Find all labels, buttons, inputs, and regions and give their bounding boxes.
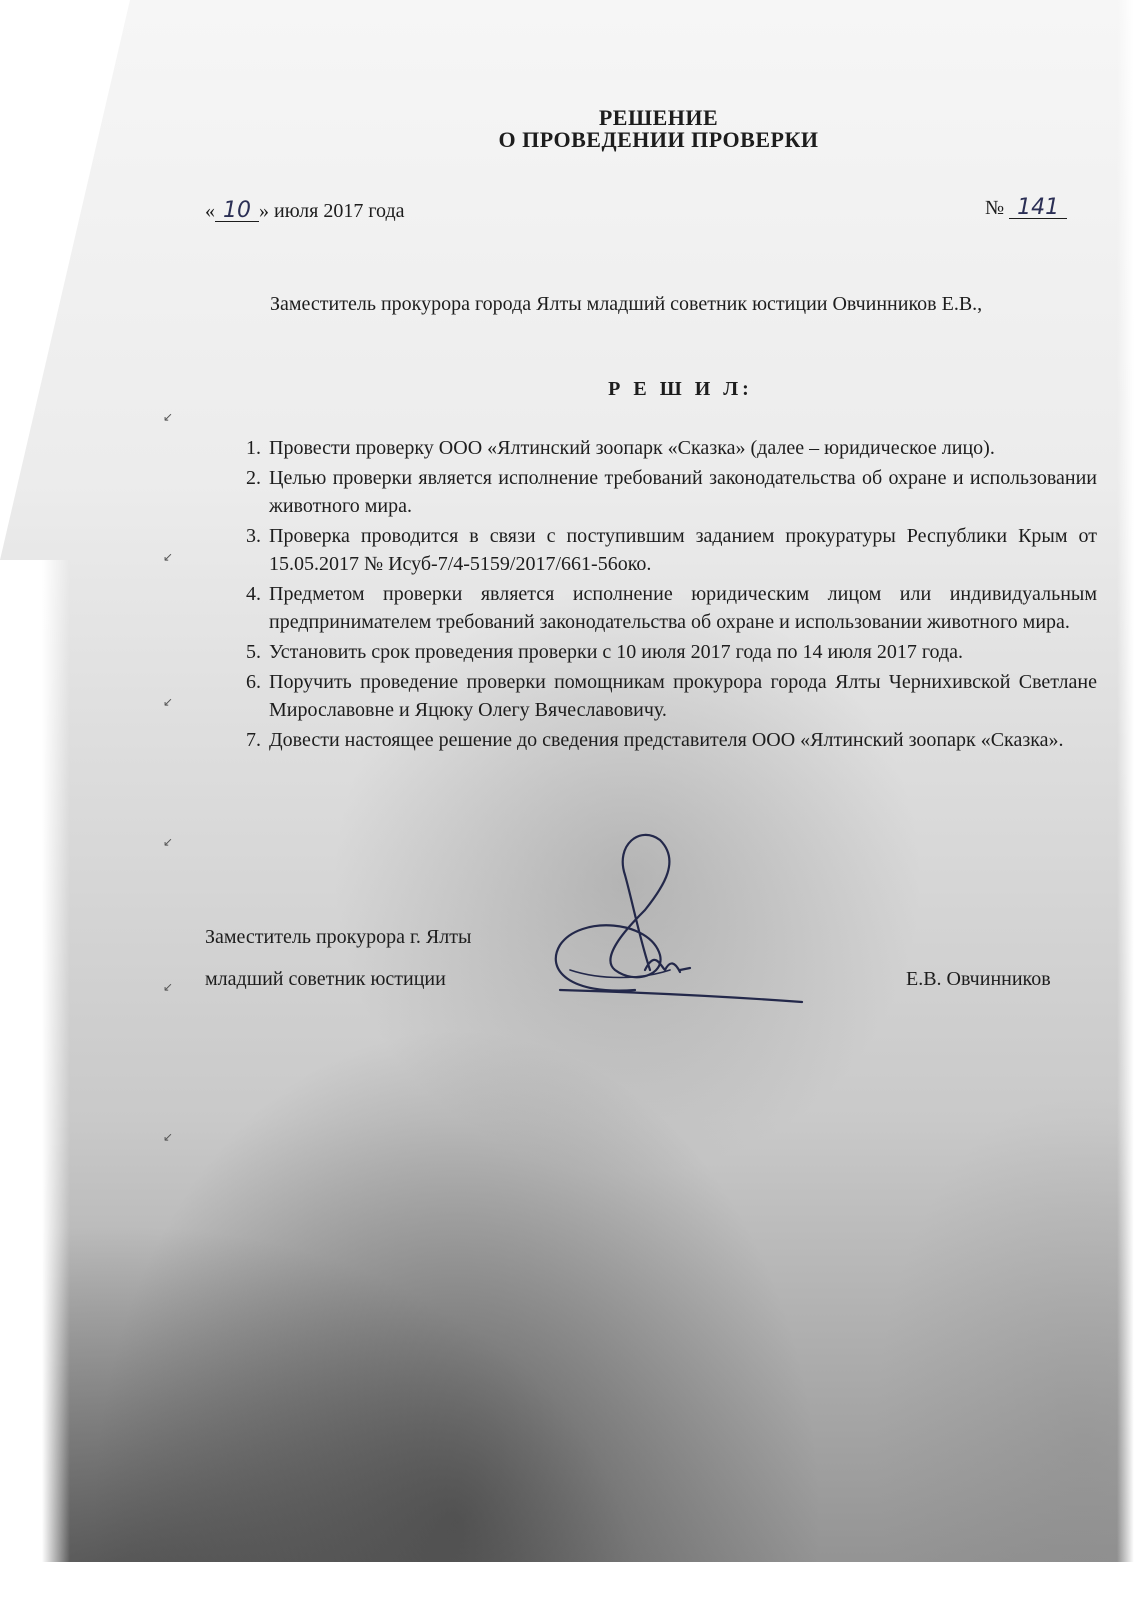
item-text: Поручить проведение проверки помощникам прокурора города Ялты Черниxивской Светлане Мирославовне и Яцюку Олегу Вячеславовичу. — [269, 671, 1097, 721]
signatory-position: Заместитель прокурора г. Ялты — [205, 926, 472, 948]
list-item — [205, 726, 1097, 754]
signatory-name: Е.В. Овчинников — [906, 968, 1051, 990]
scan-artifact: ↙ — [163, 980, 174, 994]
item-number: 7. — [246, 729, 261, 751]
item-text: Довести настоящее решение до сведения представителя ООО «Ялтинский зоопарк «Сказка». — [269, 729, 1064, 751]
signatory-rank: младший советник юстиции — [205, 968, 446, 990]
document-date — [205, 200, 405, 223]
item-text: Установить срок проведения проверки с 10 июля 2017 года по 14 июля 2017 года. — [269, 641, 964, 663]
scan-artifact: ↙ — [163, 550, 174, 564]
document-number — [985, 197, 1067, 220]
intro-paragraph: Заместитель прокурора города Ялты младший советник юстиции Овчинников Е.В., — [270, 293, 983, 315]
date-open-quote: « — [205, 200, 215, 222]
scan-artifact: ↙ — [163, 835, 174, 849]
item-text: Предметом проверки является исполнение юридическим лицом или индивидуальным предпринимателем требований законодательства об охране и использовании животного мира. — [269, 583, 1097, 633]
list-item — [205, 638, 1097, 666]
decision-list — [205, 434, 1097, 756]
item-number: 5. — [246, 641, 261, 663]
date-month-year: » июля 2017 года — [259, 200, 405, 222]
number-handwritten: 141 — [1017, 195, 1060, 220]
scan-artifact: ↙ — [163, 695, 174, 709]
handwritten-signature — [540, 820, 810, 1010]
scan-artifact: ↙ — [163, 1130, 174, 1144]
scan-left-edge — [0, 560, 70, 1600]
list-item — [205, 580, 1097, 636]
item-text: Целью проверки является исполнение требований законодательства об охране и использовании животного мира. — [269, 467, 1097, 517]
scan-right-edge — [1117, 0, 1141, 1600]
date-day-field — [215, 198, 259, 223]
item-number: 2. — [246, 467, 261, 489]
item-text: Проверка проводится в связи с поступившим заданием прокуратуры Республики Крым от 15.05.2017 № Исуб-7/4-5159/2017/661-56око. — [269, 525, 1097, 575]
decided-heading: Р Е Ш И Л: — [608, 378, 753, 400]
scan-artifact: ↙ — [163, 410, 174, 424]
item-number: 6. — [246, 671, 261, 693]
list-item — [205, 522, 1097, 578]
list-item — [205, 434, 1097, 462]
number-label: № — [985, 197, 1005, 219]
date-day-handwritten: 10 — [223, 198, 251, 223]
document-title: РЕШЕНИЕ — [598, 105, 719, 130]
scan-bottom-edge — [0, 1562, 1141, 1600]
item-number: 4. — [246, 583, 261, 605]
list-item — [205, 464, 1097, 520]
item-number: 1. — [246, 437, 261, 459]
number-field — [1009, 195, 1067, 220]
document-subtitle: О ПРОВЕДЕНИИ ПРОВЕРКИ — [498, 127, 819, 152]
item-number: 3. — [246, 525, 261, 547]
list-item — [205, 668, 1097, 724]
item-text: Провести проверку ООО «Ялтинский зоопарк «Сказка» (далее – юридическое лицо). — [269, 437, 995, 459]
